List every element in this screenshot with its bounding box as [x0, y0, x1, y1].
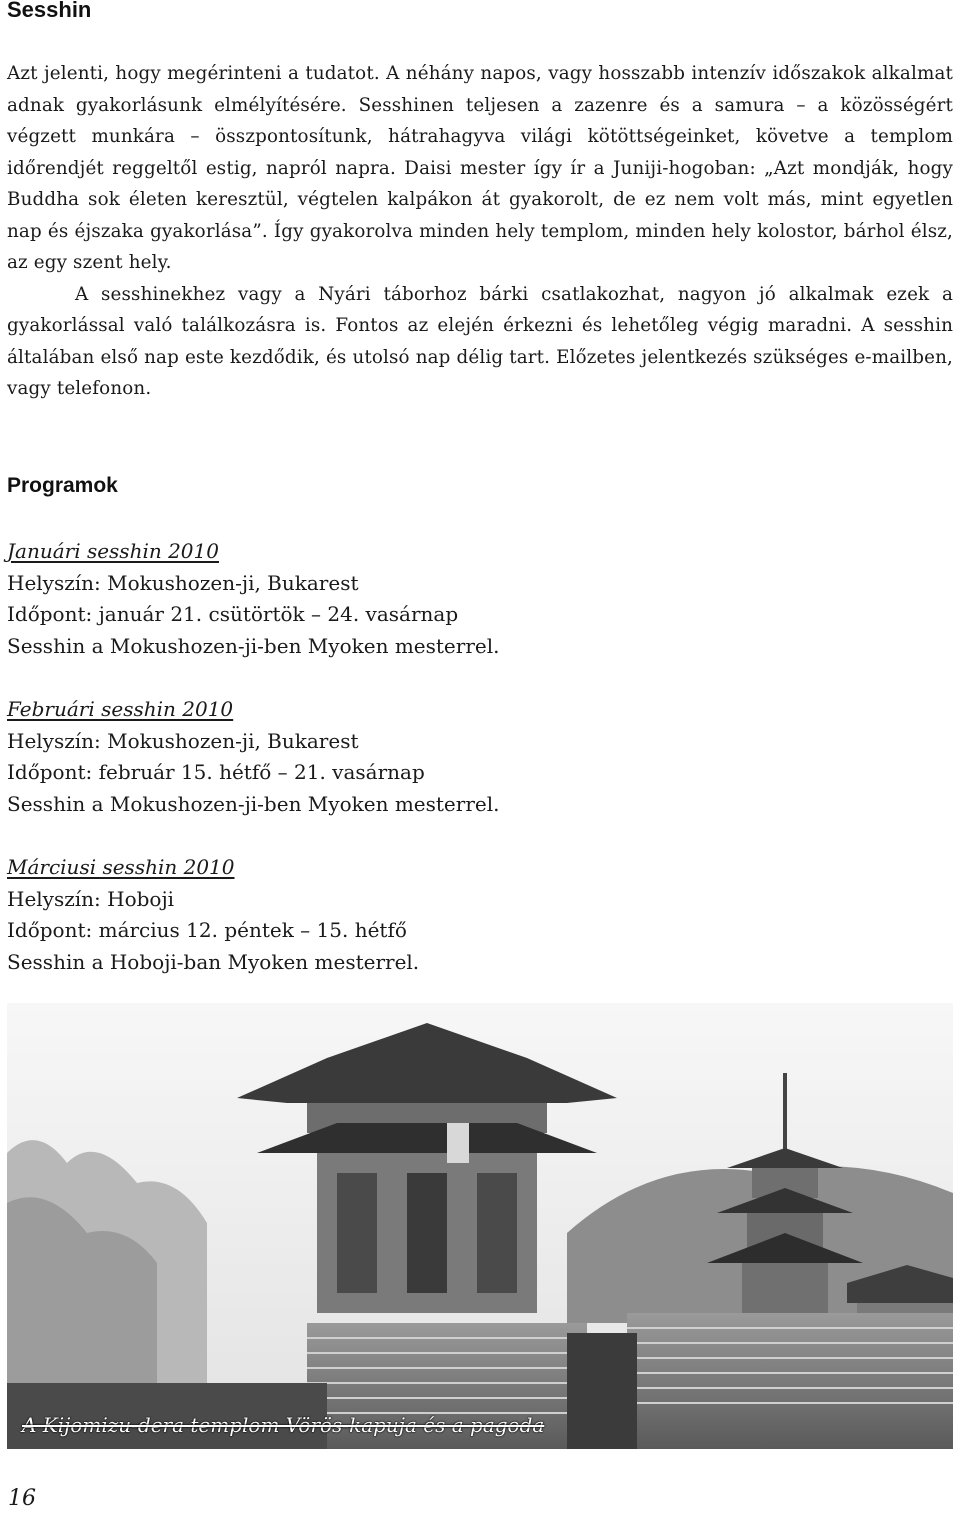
event-title: Februári sesshin 2010: [7, 697, 234, 721]
section-title: Sesshin: [7, 0, 92, 22]
event-time: Időpont: február 15. hétfő – 21. vasárnap: [7, 760, 425, 784]
page-number: 16: [8, 1486, 36, 1511]
event-title: Márciusi sesshin 2010: [7, 855, 235, 879]
event-time: Időpont: március 12. péntek – 15. hétfő: [7, 918, 407, 942]
event-location: Helyszín: Hoboji: [7, 886, 175, 911]
event-description: Sesshin a Mokushozen-ji-ben Myoken mesterrel.: [7, 633, 500, 658]
intro-paragraph-1: Azt jelenti, hogy megérinteni a tudatot. A néhány napos, vagy hosszabb intenzív időszakok alkalmat adnak gyakorlásunk elmélyítésére. Sesshinen teljesen a zazenre és a samura – a közösségért végzett munkára – összpontosítunk, hátrahagyva világi kötöttségeinket, követve a templom időrendjét reggeltől estig, napról napra. Daisi mester így ír a Juniji-hogoban: „Azt mondják, hogy Buddha sok életen keresztül, végtelen kalpákon át gyakorolt, de ez nem volt más, mint egyetlen nap és éjszaka gyakorlása”. Így gyakorolva minden hely templom, minden hely kolostor, bárhol élsz, az egy szent hely.: [7, 63, 953, 273]
temple-photo: [7, 1003, 953, 1449]
event-location: Helyszín: Mokushozen-ji, Bukarest: [7, 570, 359, 595]
programs-heading: Programok: [7, 474, 118, 497]
event-time: Időpont: január 21. csütörtök – 24. vasárnap: [7, 602, 459, 626]
event-march: [7, 852, 907, 978]
event-title: Januári sesshin 2010: [7, 539, 219, 563]
stairs: [627, 1313, 953, 1449]
event-description: Sesshin a Hoboji-ban Myoken mesterrel.: [7, 949, 420, 974]
event-description: Sesshin a Mokushozen-ji-ben Myoken mesterrel.: [7, 791, 500, 816]
event-january: [7, 536, 907, 662]
temple-photo-illustration: [7, 1003, 953, 1449]
event-location: Helyszín: Mokushozen-ji, Bukarest: [7, 728, 359, 753]
intro-text: [7, 58, 953, 405]
photo-caption: A Kijomizu-dera templom Vörös-kapuja és a pagoda: [22, 1413, 545, 1437]
intro-paragraph-2: A sesshinekhez vagy a Nyári táborhoz bárki csatlakozhat, nagyon jó alkalmak ezek a gyakorlással való találkozásra is. Fontos az elején érkezni és lehetőleg végig maradni. A sesshin általában első nap este kezdődik, és utolsó nap délig tart. Előzetes jelentkezés szükséges e-mailben, vagy telefonon.: [7, 283, 953, 399]
event-february: [7, 694, 907, 820]
